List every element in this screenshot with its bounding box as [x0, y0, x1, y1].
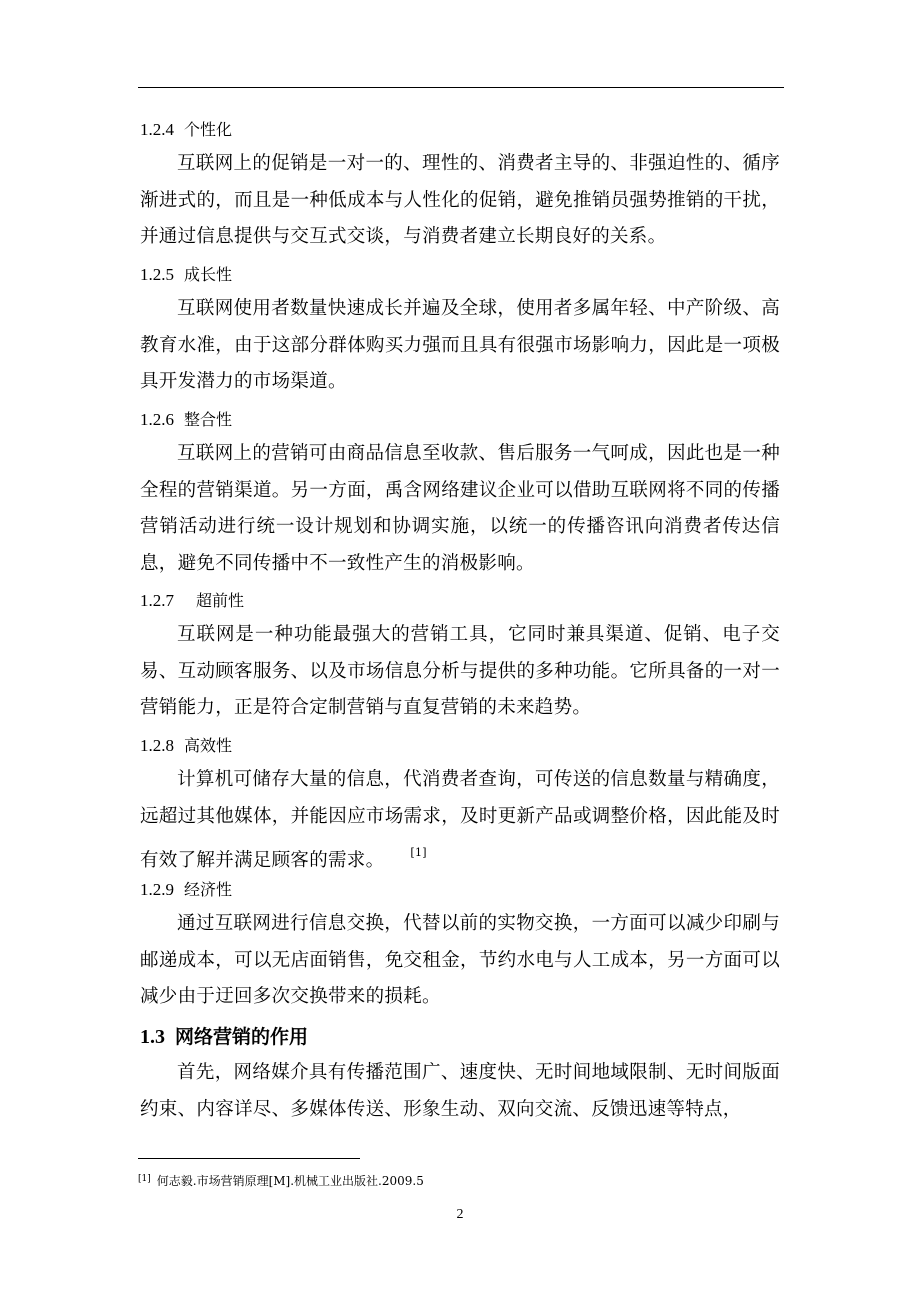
- heading-number: 1.2.7: [140, 591, 174, 610]
- footnote-text: 何志毅.市场营销原理[M].机械工业出版社.2009.5: [156, 1174, 424, 1188]
- heading-title: 个性化: [184, 120, 233, 139]
- heading-title: 超前性: [196, 591, 245, 610]
- heading-number: 1.2.4: [140, 120, 174, 139]
- paragraph-1-2-8: [140, 762, 780, 880]
- paragraph-text: 计算机可储存大量的信息，代消费者查询，可传送的信息数量与精确度，远超过其他媒体，并能因应市场需求，及时更新产品或调整价格，因此能及时有效了解并满足顾客的需求。: [140, 769, 780, 871]
- page-number: 2: [456, 1207, 464, 1222]
- header-rule: [138, 87, 784, 88]
- heading-title: 网络营销的作用: [175, 1026, 309, 1048]
- paragraph-1-2-4: 互联网上的促销是一对一的、理性的、消费者主导的、非强迫性的、循序渐进式的，而且是一种低成本与人性化的促销，避免推销员强势推销的干扰，并通过信息提供与交互式交谈，与消费者建立长期良好的关系。: [140, 153, 780, 247]
- paragraph-1-3: 首先，网络媒介具有传播范围广、速度快、无时间地域限制、无时间版面约束、内容详尽、多媒体传送、形象生动、双向交流、反馈迅速等特点，: [140, 1062, 780, 1120]
- heading-title: 经济性: [184, 880, 233, 899]
- paragraph-1-2-6: 互联网上的营销可由商品信息至收款、售后服务一气呵成，因此也是一种全程的营销渠道。另一方面，禹含网络建议企业可以借助互联网将不同的传播营销活动进行统一设计规划和协调实施，以统一的传播咨讯向消费者传达信息，避免不同传播中不一致性产生的消极影响。: [140, 443, 780, 574]
- heading-title: 高效性: [184, 736, 233, 755]
- footnote: [138, 1171, 424, 1189]
- heading-title: 整合性: [184, 410, 233, 429]
- heading-number: 1.2.5: [140, 265, 174, 284]
- paragraph-1-2-7: 互联网是一种功能最强大的营销工具，它同时兼具渠道、促销、电子交易、互动顾客服务、以及市场信息分析与提供的多种功能。它所具备的一对一营销能力，正是符合定制营销与直复营销的未来趋势。: [140, 624, 780, 718]
- heading-1-2-9: [140, 880, 232, 900]
- footnote-mark: [1]: [138, 1174, 151, 1184]
- heading-1-2-8: [140, 736, 232, 756]
- heading-number: 1.3: [140, 1026, 165, 1048]
- paragraph-1-2-5: 互联网使用者数量快速成长并遍及全球，使用者多属年轻、中产阶级、高教育水准，由于这部分群体购买力强而且具有很强市场影响力，因此是一项极具开发潜力的市场渠道。: [140, 298, 780, 392]
- heading-number: 1.2.9: [140, 880, 174, 899]
- heading-1-2-4: [140, 120, 232, 140]
- heading-1-2-6: [140, 410, 232, 430]
- heading-1-2-7: [140, 591, 244, 611]
- footnote-rule: [138, 1158, 360, 1159]
- footnote-reference[interactable]: [1]: [410, 846, 427, 859]
- heading-1-2-5: [140, 265, 232, 285]
- heading-number: 1.2.6: [140, 410, 174, 429]
- paragraph-1-2-9: 通过互联网进行信息交换，代替以前的实物交换，一方面可以减少印刷与邮递成本，可以无店面销售，免交租金，节约水电与人工成本，另一方面可以减少由于迂回多次交换带来的损耗。: [140, 913, 780, 1007]
- heading-1-3: [140, 1025, 308, 1049]
- heading-number: 1.2.8: [140, 736, 174, 755]
- heading-title: 成长性: [184, 265, 233, 284]
